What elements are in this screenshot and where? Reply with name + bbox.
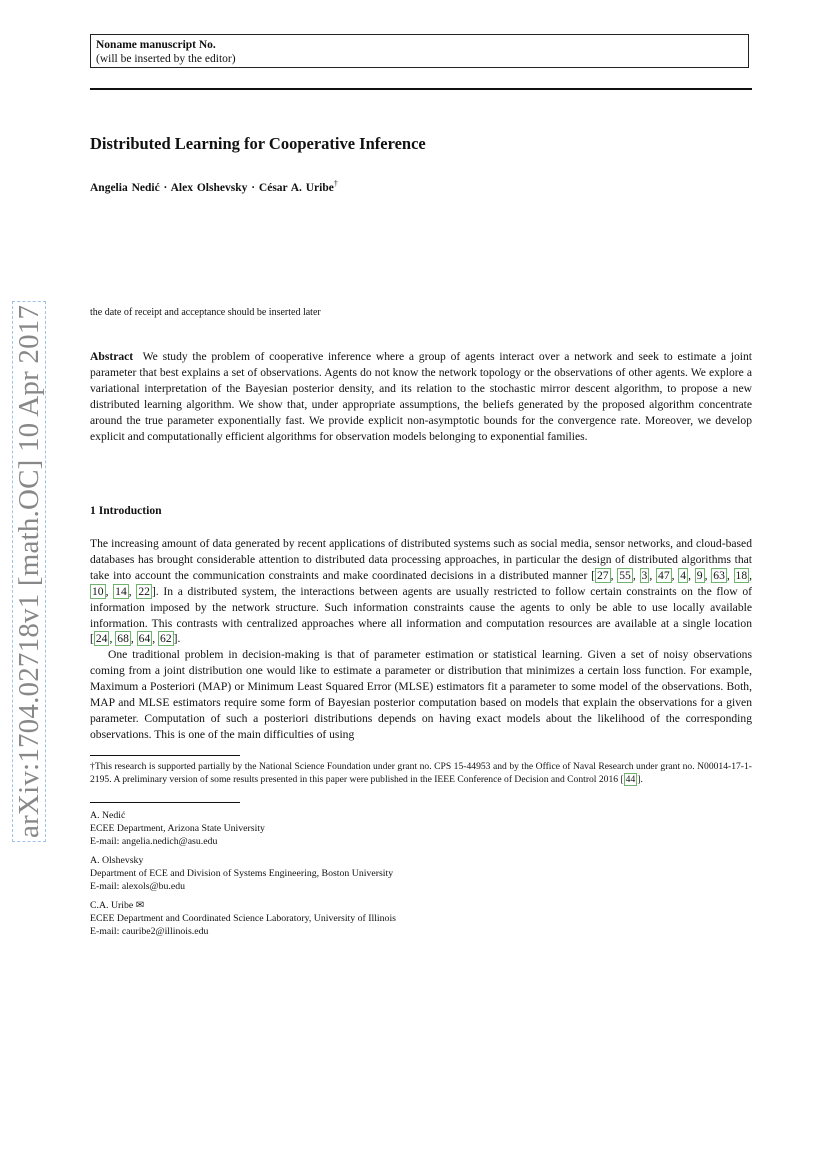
citation-link[interactable]: 63: [713, 568, 725, 582]
footnote: [90, 761, 752, 786]
section-heading: 1 Introduction: [90, 504, 162, 517]
citation-link[interactable]: 44: [625, 773, 636, 785]
citation-link[interactable]: 4: [680, 568, 687, 582]
affiliation-uribe: [90, 900, 396, 938]
manuscript-number: Noname manuscript No.: [96, 39, 216, 51]
affiliation-dept: ECEE Department and Coordinated Science Laboratory, University of Illinois: [90, 912, 396, 924]
citation-separator: ,: [152, 632, 159, 646]
affiliation-name: A. Olshevsky: [90, 855, 144, 866]
citation-link[interactable]: 62: [160, 632, 172, 646]
citation-separator: ,: [671, 568, 679, 582]
affiliation-dept: ECEE Department, Arizona State University: [90, 822, 265, 834]
footnote-rule: [90, 755, 240, 756]
affiliation-email[interactable]: E-mail: alexols@bu.edu: [90, 880, 185, 892]
arxiv-stamp[interactable]: arXiv:1704.02718v1 [math.OC] 10 Apr 2017: [12, 301, 46, 842]
citation-link[interactable]: 24: [95, 632, 108, 646]
citation-link[interactable]: 9: [696, 568, 703, 582]
abstract-label: Abstract: [90, 350, 134, 363]
affiliation-email[interactable]: E-mail: cauribe2@illinois.edu: [90, 925, 209, 937]
affiliation-name: A. Nedić: [90, 810, 126, 821]
citation-separator: ,: [726, 568, 734, 582]
citation-separator: ,: [610, 568, 618, 582]
affiliation-rule: [90, 802, 240, 803]
intro-p1-text-c: ].: [173, 632, 181, 646]
author-names: Angelia Nedić · Alex Olshevsky · César A. Uribe: [90, 181, 334, 194]
footnote-text: †This research is supported partially by the National Science Foundation under grant no. CPS 15-44953 and by the Office of Naval Research under grant no. N00014-17-1-2195. A preliminary version of some results presented in this paper were published in the IEEE Conference of Decision and Control 2016 [: [90, 761, 752, 785]
header-rule: [90, 88, 752, 90]
citation-separator: ,: [688, 568, 695, 582]
author-list: [90, 179, 338, 194]
citation-link[interactable]: 64: [138, 632, 151, 646]
affiliation-name: C.A. Uribe ✉: [90, 900, 144, 911]
affiliation-dept: Department of ECE and Division of Systems Engineering, Boston University: [90, 867, 394, 879]
citation-separator: ,: [632, 568, 640, 582]
citation-separator: ,: [704, 568, 712, 582]
citation-separator: ,: [749, 568, 753, 582]
citation-link[interactable]: 22: [138, 584, 150, 598]
affiliation-olshevsky: [90, 855, 393, 893]
citation-link[interactable]: 18: [735, 568, 748, 582]
citation-link[interactable]: 14: [115, 584, 127, 598]
affiliation-nedic: [90, 810, 265, 848]
citation-link[interactable]: 55: [619, 568, 631, 582]
abstract-text: We study the problem of cooperative inference where a group of agents interact over a network and seek to estimate a joint parameter that best explains a set of observations. Agents do not know the network topology or the observations of other agents. We explore a variational interpretation of the Bayesian posterior density, and its relation to the stochastic mirror descent algorithm, to propose a new distributed learning algorithm. We show that, under appropriate assumptions, the beliefs generated by the proposed algorithm concentrate around the true parameter exponentially fast. We provide explicit non-asymptotic bounds for the convergence rate. Moreover, we develop explicit and computationally efficient algorithms for observation models belonging to exponential families.: [90, 350, 752, 443]
citation-group-2: [94, 631, 174, 646]
citation-link[interactable]: 27: [596, 568, 609, 582]
intro-p1-text-a: The increasing amount of data generated by recent applications of distributed systems such as social media, sensor networks, and cloud-based databases has brought considerable attention to distributed data processing approaches, in particular the design of distributed algorithms that take into account the communication constraints and make coordinated decisions in a distributed manner [: [90, 537, 752, 582]
intro-paragraph-1: [90, 536, 752, 647]
citation-separator: ,: [105, 584, 114, 598]
author-footnote-mark: †: [333, 179, 338, 188]
paper-title: Distributed Learning for Cooperative Inference: [90, 134, 426, 153]
affiliation-email[interactable]: E-mail: angelia.nedich@asu.edu: [90, 835, 218, 847]
citation-link[interactable]: 3: [641, 568, 648, 582]
citation-link[interactable]: 47: [658, 568, 670, 582]
date-note: the date of receipt and acceptance should be inserted later: [90, 307, 321, 318]
footnote-end: ].: [637, 773, 643, 785]
intro-p1-text-b: ]. In a distributed system, the interactions between agents are usually restricted to follow certain constraints on the flow of information imposed by the network structure. Such information constraints cause the agents to only be able to use locally available information. This contrasts with centralized approaches where all information and computation resources are available at a single location [: [90, 584, 752, 646]
citation-separator: ,: [109, 632, 116, 646]
citation-link[interactable]: 10: [92, 584, 104, 598]
manuscript-header-box: [90, 34, 749, 68]
citation-link[interactable]: 68: [117, 632, 129, 646]
citation-separator: ,: [649, 568, 657, 582]
intro-paragraph-2: One traditional problem in decision-making is that of parameter estimation or statistical learning. Given a set of noisy observations coming from a joint distribution one would like to estimate a parameter or distribution that minimizes a certain loss function. For example, Maximum a Posteriori (MAP) or Minimum Least Squared Error (MLSE) estimators fit a parameter to some model of the observations. Both, MAP and MLSE estimators require some form of Bayesian posterior computation based on models that explain the observations for a given parameter. Computation of such a posteriori distributions depends on having exact models about the likelihood of the corresponding observations. This is one of the main difficulties of using: [90, 648, 752, 741]
citation-separator: ,: [130, 632, 137, 646]
citation-separator: ,: [128, 584, 137, 598]
abstract: [90, 349, 752, 444]
editor-note: (will be inserted by the editor): [96, 53, 236, 65]
